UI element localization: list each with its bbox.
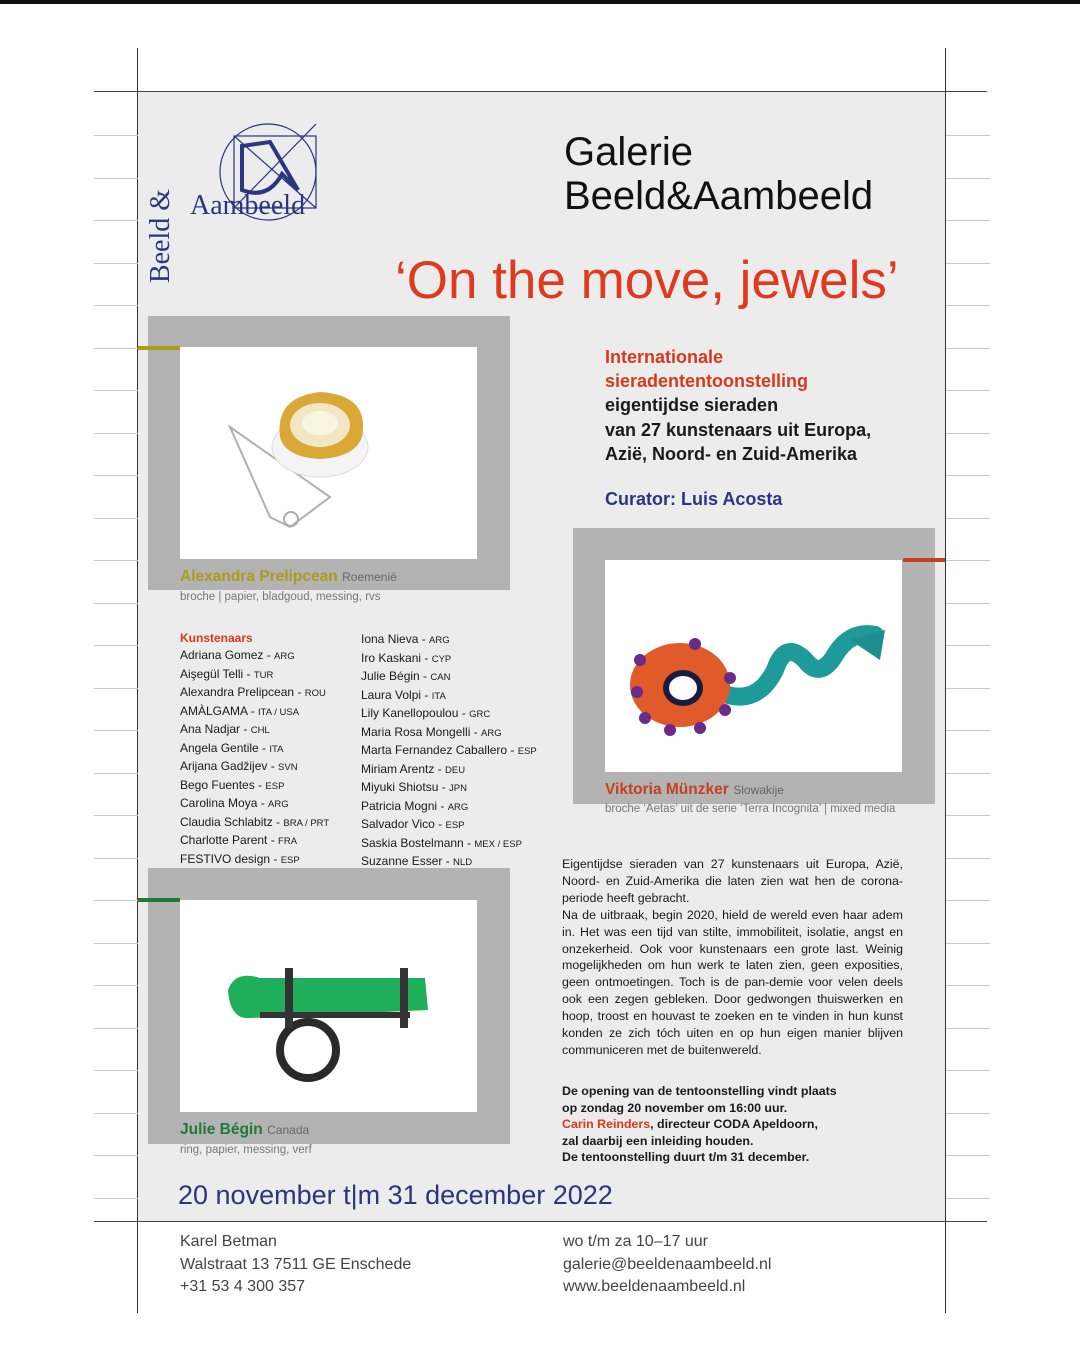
artist-list-item: [180, 851, 329, 870]
guide-tick: [94, 178, 138, 179]
curator-line: Curator: Luis Acosta: [605, 489, 783, 509]
guide-tick: [94, 1028, 138, 1029]
guide-tick: [946, 560, 990, 561]
artist-country-code: ESP: [517, 746, 537, 757]
artist-list-name: Laura Volpi -: [361, 687, 432, 702]
artist-list-item: [180, 684, 329, 703]
guide-tick: [94, 305, 138, 306]
guide-tick: [946, 305, 990, 306]
guide-tick: [946, 773, 990, 774]
artist-list-name: Bego Fuentes -: [180, 777, 266, 792]
intro-line: van 27 kunstenaars uit Europa,: [605, 419, 872, 440]
artwork-photo-brooch-flower: [180, 347, 477, 559]
accent-bar-red: [903, 558, 945, 562]
artist-name: Alexandra Prelipcean: [180, 568, 338, 585]
artist-country-code: ITA / USA: [258, 706, 300, 718]
artist-list-item: [361, 631, 537, 650]
guide-tick: [946, 985, 990, 986]
artist-list-name: Carolina Moya -: [180, 796, 269, 810]
gallery-title-line1: Galerie: [564, 130, 693, 174]
ring-icon: [180, 900, 477, 1112]
artist-list-item: [361, 705, 537, 724]
artist-country-code: JPN: [449, 783, 467, 794]
artist-country-code: GRC: [469, 709, 491, 720]
artist-country-code: ARG: [447, 801, 469, 813]
artist-country-code: TUR: [253, 669, 274, 681]
accent-bar-olive: [138, 346, 180, 350]
artist-list-name: Salvador Vico -: [361, 817, 446, 831]
opening-hours: wo t/m za 10–17 uur: [563, 1233, 708, 1250]
artist-list-name: Iona Nieva -: [361, 632, 430, 646]
guide-tick: [94, 263, 138, 264]
artist-country-code: ARG: [429, 635, 450, 646]
opening-line: De tentoonstelling duurt t/m 31 december.: [562, 1150, 810, 1164]
trim-line-right: [945, 48, 946, 1313]
artist-list-item: [361, 835, 537, 854]
artist-country-code: DEU: [445, 764, 466, 776]
top-border: [0, 0, 1080, 4]
guide-tick: [94, 220, 138, 221]
work-description: ring, papier, messing, verf: [180, 1144, 312, 1156]
artist-list-name: Aişegül Telli -: [180, 666, 254, 681]
opening-info: [562, 1083, 837, 1166]
intro-line: Internationale: [605, 347, 724, 367]
email-link[interactable]: galerie@beeldenaambeeld.nl: [563, 1255, 772, 1273]
guide-tick: [94, 348, 138, 349]
intro-line: Azië, Noord- en Zuid-Amerika: [605, 443, 858, 464]
artist-list-name: Marta Fernandez Caballero -: [361, 743, 518, 757]
artist-list-item: [180, 832, 329, 851]
artist-country-code: CYP: [431, 653, 452, 665]
guide-tick: [94, 1155, 138, 1156]
artist-list-name: Adriana Gomez -: [180, 648, 275, 662]
opening-line: zal daarbij een inleiding houden.: [562, 1133, 754, 1148]
artist-country-code: ESP: [265, 780, 285, 792]
footer-info: [563, 1231, 771, 1299]
guide-tick: [946, 943, 990, 944]
gallery-title: [564, 130, 873, 218]
guide-tick: [946, 688, 990, 689]
guide-tick: [94, 433, 138, 434]
artist-list-name: Saskia Bostelmann -: [361, 835, 475, 850]
description-paragraph: Na de uitbraak, begin 2020, hield de wereld even haar adem in. Het was een tijd van stilte, immobiliteit, isolatie, angst en onzekerheid. Ook voor kunstenaars een grote last. Weinig mogelijkheden om hun werk te laten zien, geen exposities, geen ontmoetingen. Toch is de pan-demie voor velen deels ook een zegen gebleken. Door gedwongen thuiswerken en hoop, troost en houvast te zoeken en te vinden in hun kunst konden ze zich tóch uiten en op hun eigen manier blijven communiceren met de buitenwereld.: [562, 907, 903, 1057]
opening-line: [562, 1116, 837, 1133]
artist-country-code: BRA / PRT: [283, 817, 330, 829]
artist-country-code: ITA: [431, 690, 446, 702]
guide-tick: [946, 1070, 990, 1071]
artist-country-code: ARG: [481, 727, 502, 739]
trim-line-top: [94, 91, 987, 92]
intro-line: sieradententoonstelling: [605, 371, 809, 392]
description-paragraph: Eigentijdse sieraden van 27 kunstenaars uit Europa, Azië, Noord- en Zuid-Amerika die laten zien wat hen de corona-periode heeft gebracht.: [562, 857, 903, 905]
artists-column-2: [361, 631, 537, 890]
caption-work-1: [180, 568, 397, 586]
guide-tick: [946, 135, 990, 136]
artist-list-item: [361, 816, 537, 835]
artist-list-item: [361, 798, 537, 817]
guide-tick: [946, 263, 990, 264]
guide-tick: [946, 815, 990, 816]
artist-country-code: ESP: [445, 820, 465, 831]
artist-list-item: [180, 740, 329, 759]
artist-country-code: ARG: [268, 799, 289, 810]
guide-tick: [946, 518, 990, 519]
artist-list-item: [180, 758, 329, 777]
artist-list-item: [361, 650, 537, 669]
trim-line-left: [137, 48, 138, 1313]
artist-country-code: SVN: [278, 762, 298, 773]
artist-list-item: [361, 742, 537, 761]
guide-tick: [94, 773, 138, 774]
gallery-title-line2: Beeld&Aambeeld: [564, 174, 874, 218]
guide-tick: [94, 688, 138, 689]
intro-block: [605, 345, 871, 466]
artist-country-code: CHL: [250, 725, 270, 736]
artist-list-name: Maria Rosa Mongelli -: [361, 724, 482, 739]
artist-list-name: Patricia Mogni -: [361, 798, 448, 813]
work-description: broche | papier, bladgoud, messing, rvs: [180, 591, 381, 603]
guide-tick: [946, 1113, 990, 1114]
contact-phone: +31 53 4 300 357: [180, 1278, 306, 1295]
guide-tick: [946, 730, 990, 731]
artists-column-1: [180, 647, 329, 888]
guide-tick: [94, 1113, 138, 1114]
guide-tick: [946, 900, 990, 901]
intro-line: eigentijdse sieraden: [605, 395, 779, 416]
artist-country-code: MEX / ESP: [474, 838, 522, 850]
artist-country-code: FRA: [278, 836, 298, 847]
artists-heading: Kunstenaars: [180, 631, 253, 645]
artist-country-code: ESP: [280, 854, 300, 866]
artist-country-code: CAN: [430, 672, 451, 683]
artist-list-item: [361, 779, 537, 798]
guide-tick: [946, 348, 990, 349]
artist-list-item: [180, 647, 329, 666]
artist-list-name: Iro Kaskani -: [361, 650, 432, 665]
guide-tick: [94, 900, 138, 901]
guide-tick: [946, 475, 990, 476]
artist-country-code: ROU: [304, 688, 326, 699]
artist-list-item: [361, 761, 537, 780]
artist-name: Viktoria Münzker: [605, 781, 729, 798]
artist-list-name: Ana Nadjar -: [180, 722, 251, 736]
artist-list-item: [180, 795, 329, 814]
guide-tick: [946, 390, 990, 391]
artist-country: Roemenië: [342, 570, 397, 584]
artist-list-item: [361, 668, 537, 687]
opening-line: De opening van de tentoonstelling vindt plaats: [562, 1084, 837, 1098]
artist-list-name: FESTIVO design -: [180, 851, 281, 866]
guide-tick: [946, 220, 990, 221]
guide-tick: [94, 475, 138, 476]
artist-list-item: [180, 703, 329, 722]
trim-line-bottom: [94, 1221, 987, 1222]
brooch-aetas-icon: [605, 560, 902, 772]
artist-list-item: [361, 724, 537, 743]
accent-bar-green: [138, 898, 180, 902]
logo-text-beeld: Beeld &: [145, 188, 177, 284]
opening-line: op zondag 20 november om 16:00 uur.: [562, 1100, 788, 1115]
guide-tick: [94, 730, 138, 731]
website-link[interactable]: www.beeldenaambeeld.nl: [563, 1278, 746, 1295]
speaker-name: Carin Reinders: [562, 1117, 651, 1131]
guide-tick: [94, 518, 138, 519]
artist-list-name: AMÀLGAMA -: [180, 703, 259, 718]
artist-country-code: NLD: [453, 857, 473, 868]
work-description: broche ‘Aetas’ uit de serie ‘Terra Incognita’ | mixed media: [605, 803, 896, 815]
artist-list-item: [180, 666, 329, 685]
artwork-photo-brooch-aetas: [605, 560, 902, 772]
artist-list-item: [361, 687, 537, 706]
artist-list-name: Alexandra Prelipcean -: [180, 685, 305, 699]
caption-work-2: [605, 781, 784, 799]
guide-tick: [94, 815, 138, 816]
guide-tick: [946, 1028, 990, 1029]
guide-tick: [94, 560, 138, 561]
guide-tick: [94, 603, 138, 604]
artist-list-name: Lily Kanellopoulou -: [361, 706, 470, 720]
artist-country: Slowakije: [733, 783, 784, 797]
guide-tick: [94, 1070, 138, 1071]
artist-list-item: [180, 721, 329, 740]
guide-tick: [946, 433, 990, 434]
artist-list-name: Angela Gentile -: [180, 740, 270, 755]
artist-list-name: Suzanne Esser -: [361, 854, 454, 868]
artist-list-name: Arijana Gadžijev -: [180, 759, 279, 773]
guide-tick: [94, 135, 138, 136]
artist-list-name: Miyuki Shiotsu -: [361, 780, 450, 794]
artist-country-code: ITA: [269, 743, 284, 755]
guide-tick: [94, 858, 138, 859]
artist-list-name: Claudia Schlabitz -: [180, 814, 284, 829]
contact-address: Walstraat 13 7511 GE Enschede: [180, 1255, 412, 1273]
guide-tick: [946, 178, 990, 179]
exhibition-dates: 20 november t|m 31 december 2022: [178, 1180, 613, 1210]
artist-list-name: Miriam Arentz -: [361, 761, 446, 776]
speaker-role: , directeur CODA Apeldoorn,: [650, 1117, 818, 1131]
guide-tick: [94, 985, 138, 986]
artist-list-name: Julie Bégin -: [361, 669, 431, 683]
brooch-flower-icon: [180, 347, 477, 559]
guide-tick: [946, 1155, 990, 1156]
logo-text-aambeeld: Aambeeld: [190, 190, 306, 221]
guide-tick: [946, 645, 990, 646]
artist-country-code: ARG: [274, 651, 295, 662]
guide-tick: [946, 1198, 990, 1199]
artist-list-item: [180, 777, 329, 796]
artwork-photo-ring: [180, 900, 477, 1112]
guide-tick: [94, 943, 138, 944]
guide-tick: [94, 645, 138, 646]
exhibition-description: [562, 856, 903, 1059]
artist-list-name: Charlotte Parent -: [180, 833, 279, 847]
caption-work-3: [180, 1121, 309, 1139]
artist-country: Canada: [267, 1123, 310, 1137]
guide-tick: [94, 390, 138, 391]
gallery-logo: [145, 112, 330, 292]
guide-tick: [946, 858, 990, 859]
guide-tick: [946, 603, 990, 604]
contact-name: Karel Betman: [180, 1233, 277, 1250]
footer-contact: [180, 1231, 411, 1299]
exhibition-headline: ‘On the move, jewels’: [395, 251, 899, 310]
artist-name: Julie Bégin: [180, 1121, 263, 1138]
guide-tick: [94, 1198, 138, 1199]
artist-list-item: [180, 814, 329, 833]
